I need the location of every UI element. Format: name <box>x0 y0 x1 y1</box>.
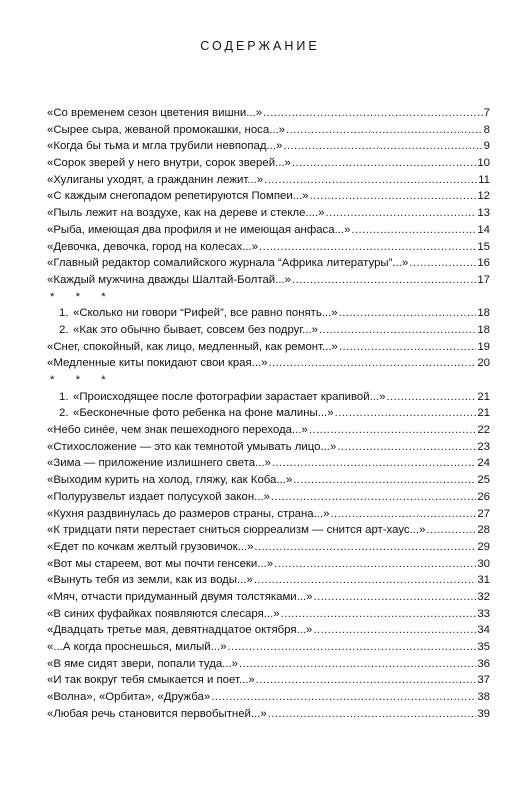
toc-page-number: 16 <box>477 257 490 270</box>
dot-leader <box>239 656 476 673</box>
dot-leader <box>264 172 477 189</box>
toc-entry-title: «Девочка, девочка, город на колесах...» <box>47 240 259 253</box>
dot-leader <box>351 222 476 239</box>
toc-page-number: 12 <box>477 190 490 203</box>
toc-entry <box>47 389 490 406</box>
toc-entry-title <box>59 322 318 339</box>
toc-entry-title <box>59 405 334 422</box>
dot-leader <box>268 706 477 723</box>
dot-leader <box>254 572 477 589</box>
toc-entry-title: «Сорок зверей у него внутри, сорок зверей...» <box>47 157 291 170</box>
dot-leader <box>293 472 476 489</box>
toc-entry-title: «Зима — приложение излишнего света...» <box>47 457 271 470</box>
dot-leader <box>309 422 476 439</box>
toc-entry <box>47 572 490 589</box>
toc-entry <box>47 506 490 523</box>
toc-page-number: 9 <box>483 140 490 153</box>
toc-entry <box>47 539 490 556</box>
toc-page-number: 30 <box>477 557 490 570</box>
section-separator: * * * <box>50 290 115 303</box>
dot-leader <box>313 622 476 639</box>
dot-leader <box>274 556 476 573</box>
toc-entry <box>47 405 490 422</box>
toc-entry <box>47 155 490 172</box>
toc-page-number: 15 <box>477 240 490 253</box>
toc-entry-title: «И так вокруг тебя смыкается и поет...» <box>47 674 255 687</box>
dot-leader <box>319 322 476 339</box>
toc-group-c-sub <box>47 389 490 422</box>
toc-group-a <box>47 105 490 289</box>
toc-entry <box>47 672 490 689</box>
toc-page-number: 36 <box>477 657 490 670</box>
dot-leader <box>339 339 476 356</box>
dot-leader <box>227 639 476 656</box>
toc-entry-title: «Медленные киты покидают свои края...» <box>47 357 268 370</box>
toc-entry <box>47 205 490 222</box>
toc-page-number: 29 <box>477 540 490 553</box>
toc-entry-title: «Главный редактор сомалийского журнала “Африка литературы”...» <box>47 257 409 270</box>
dot-leader <box>310 188 477 205</box>
toc-page-number: 31 <box>477 574 490 587</box>
toc-entry <box>47 138 490 155</box>
toc-page-number: 24 <box>477 457 490 470</box>
toc-entry-title: «Пыль лежит на воздухе, как на дереве и стекле....» <box>47 207 325 220</box>
toc-page-number: 11 <box>478 173 490 186</box>
toc-entry-title: «Выходим курить на холод, гляжу, как Коба...» <box>47 474 293 487</box>
dot-leader <box>337 439 476 456</box>
toc-entry-title: «Волна», «Орбита», «Дружба» <box>47 691 211 704</box>
toc-entry-title: «Едет по кочкам желтый грузовичок...» <box>47 540 254 553</box>
toc-page-number: 38 <box>477 691 490 704</box>
toc-entry-title: «Со временем сезон цветения вишни...» <box>47 107 263 119</box>
toc-entry <box>47 188 490 205</box>
dot-leader <box>281 606 477 623</box>
toc-entry <box>47 556 490 573</box>
dot-leader <box>325 205 476 222</box>
toc-page-number: 26 <box>477 490 490 503</box>
dot-leader <box>409 255 476 272</box>
toc-page-number: 25 <box>477 474 490 487</box>
toc-entry-title: «Рыба, имеющая два профиля и не имеющая анфаса...» <box>47 223 351 236</box>
section-separator: * * * <box>50 374 115 386</box>
toc-entry-title: «С каждым снегопадом репетируются Помпеи...» <box>47 190 309 203</box>
toc-entry <box>47 706 490 723</box>
toc-entry-title: «В синих фуфайках появляются слесаря...» <box>47 607 280 620</box>
toc-entry <box>47 589 490 606</box>
toc-page-number: 21 <box>477 390 490 403</box>
dot-leader <box>283 138 482 155</box>
dot-leader <box>263 105 483 122</box>
dot-leader <box>259 239 476 256</box>
toc-entry-number: 1. <box>59 390 69 403</box>
dot-leader <box>330 506 476 523</box>
toc-entry-title: «Двадцать третье мая, девятнадцатое октября...» <box>47 624 313 637</box>
toc-page-number: 18 <box>477 323 490 336</box>
toc-entry <box>47 322 490 339</box>
toc-entry-number: 2. <box>59 323 69 336</box>
toc-group-b <box>47 339 490 372</box>
dot-leader <box>292 155 476 172</box>
toc-entry-title: «Вот мы стареем, вот мы почти генсеки...» <box>47 557 274 570</box>
toc-page-number: 39 <box>477 707 490 720</box>
toc-entry <box>47 339 490 356</box>
toc-entry <box>47 455 490 472</box>
toc-entry <box>47 522 490 539</box>
toc-entry-title: «Любая речь становится первобытней...» <box>47 707 267 720</box>
dot-leader <box>426 522 476 539</box>
toc-entry <box>47 355 490 372</box>
toc-entry-title: «Небо синée, чем знак пешеходного перехода...» <box>47 424 308 437</box>
toc-page-number: 32 <box>477 590 490 603</box>
page-title: СОДЕРЖАНИЕ <box>200 39 320 53</box>
toc-entry <box>47 489 490 506</box>
toc-page-number: 37 <box>477 674 490 687</box>
toc-entry <box>47 472 490 489</box>
toc-entry-title: «В яме сидят звери, попали туда...» <box>47 657 239 670</box>
toc-entry <box>47 122 490 139</box>
dot-leader <box>335 405 477 422</box>
toc-entry-title <box>59 389 385 406</box>
toc-page-number: 17 <box>477 273 490 286</box>
dot-leader <box>211 689 476 706</box>
toc-entry <box>47 622 490 639</box>
toc-entry <box>47 272 490 289</box>
toc-entry <box>47 639 490 656</box>
toc-entry <box>47 239 490 256</box>
toc-page-number: 10 <box>477 157 490 170</box>
toc-entry <box>47 439 490 456</box>
toc-entry <box>47 172 490 189</box>
toc-entry <box>47 422 490 439</box>
toc-entry-title <box>59 305 338 322</box>
toc-entry <box>47 222 490 239</box>
dot-leader <box>386 389 476 406</box>
toc-entry <box>47 105 490 122</box>
toc-page-number: 7 <box>483 107 490 119</box>
toc-entry-text: «Бесконечные фото ребенка на фоне малины...» <box>73 407 334 420</box>
toc-entry-title: «Мяч, отчасти придуманный двумя толстяками...» <box>47 590 313 603</box>
toc-page-number: 20 <box>477 357 490 370</box>
toc-page-number: 28 <box>477 524 490 537</box>
toc-page-number: 35 <box>477 641 490 653</box>
toc-entry-title: «Каждый мужчина дважды Шалтай-Болтай...» <box>47 273 291 286</box>
dot-leader <box>313 589 476 606</box>
toc-page-number: 33 <box>477 607 490 620</box>
toc-page-number: 13 <box>477 207 490 220</box>
toc-page-number: 27 <box>477 507 490 520</box>
toc-entry-title: «...А когда проснешься, милый...» <box>47 641 227 653</box>
toc-page-number: 19 <box>477 340 490 353</box>
toc-entry <box>47 305 490 322</box>
toc-entry-title: «Когда бы тьма и мгла трубили невпопад...» <box>47 140 283 153</box>
toc-page-number: 23 <box>477 440 490 453</box>
toc-entry <box>47 689 490 706</box>
toc-entry <box>47 255 490 272</box>
toc-page-number: 34 <box>477 624 490 637</box>
dot-leader <box>292 272 476 289</box>
toc-entry-title: «Снег, спокойный, как лицо, медленный, как ремонт...» <box>47 340 338 353</box>
dot-leader <box>254 539 476 556</box>
toc-entry <box>47 656 490 673</box>
dot-leader <box>286 122 483 139</box>
dot-leader <box>271 489 476 506</box>
toc-entry-title: «Вынуть тебя из земли, как из воды...» <box>47 574 253 587</box>
dot-leader <box>256 672 477 689</box>
toc-entry-title: «Сырее сыра, жеваной промокашки, носа...» <box>47 123 286 136</box>
toc-entry-title: «Кухня раздвинулась до размеров страны, страна...» <box>47 507 330 520</box>
toc-entry-title: «К тридцати пяти перестает сниться сюрреализм — снится арт-хаус...» <box>47 524 426 537</box>
toc-entry-title: «Полурузвельт издает полусухой закон...» <box>47 490 270 503</box>
dot-leader <box>268 355 476 372</box>
toc-page-number: 8 <box>483 123 490 136</box>
toc-entry-title: «Стихосложение — это как темнотой умывать лицо...» <box>47 440 337 453</box>
toc-page-number: 14 <box>477 223 490 236</box>
toc-page-number: 18 <box>477 307 490 320</box>
toc-entry-title: «Хулиганы уходят, а гражданин лежит...» <box>47 173 264 186</box>
table-of-contents <box>47 105 490 722</box>
toc-entry-number: 1. <box>59 307 69 320</box>
toc-group-b-sub <box>47 305 490 338</box>
toc-entry-text: «Происходящее после фотографии зарастает крапивой...» <box>73 390 386 403</box>
toc-entry <box>47 606 490 623</box>
toc-entry-text: «Сколько ни говори “Рифей”, все равно понять...» <box>73 307 338 320</box>
toc-entry-number: 2. <box>59 407 69 420</box>
dot-leader <box>272 455 476 472</box>
toc-group-c <box>47 422 490 722</box>
toc-page-number: 22 <box>477 424 490 437</box>
toc-entry-text: «Как это обычно бывает, совсем без подруг...» <box>73 323 318 336</box>
toc-page-number: 21 <box>477 407 490 420</box>
dot-leader <box>339 305 477 322</box>
